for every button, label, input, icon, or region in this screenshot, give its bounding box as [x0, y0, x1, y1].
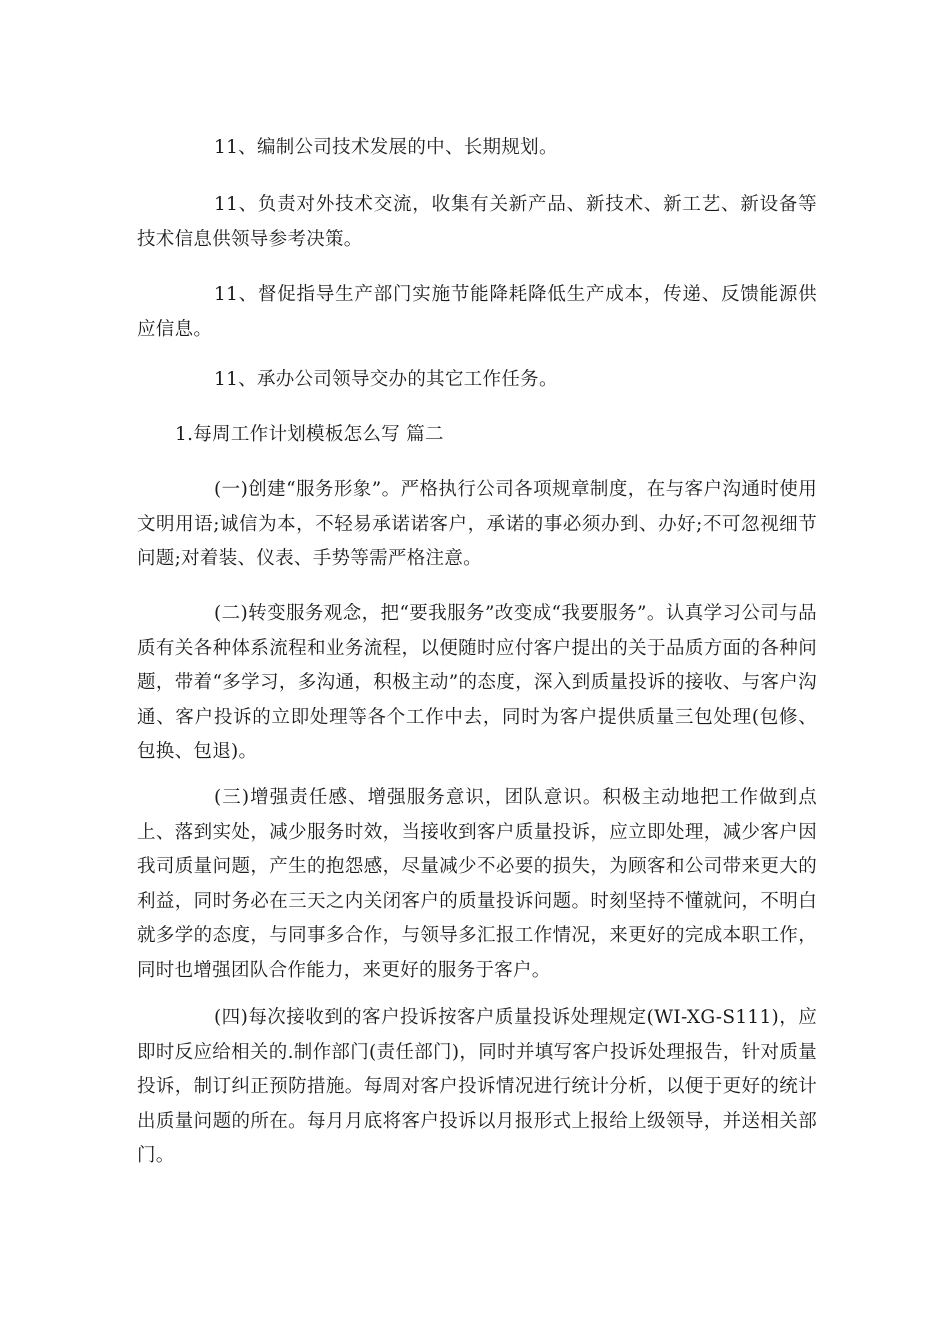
paragraph-duty-energy: 11、督促指导生产部门实施节能降耗降低生产成本，传递、反馈能源供应信息。: [137, 284, 817, 340]
paragraph-duty-other: 11、承办公司领导交办的其它工作任务。: [214, 369, 558, 390]
paragraph-duty-exchange: 11、负责对外技术交流，收集有关新产品、新技术、新工艺、新设备等技术信息供领导参考决策。: [137, 194, 817, 250]
paragraph-service-concept: (二)转变服务观念，把“要我服务”改变成“我要服务”。认真学习公司与品质有关各种体系流程和业务流程，以便随时应付客户提出的关于品质方面的各种问题，带着“多学习，多沟通，积极主动”的态度，深入到质量投诉的接收、与客户沟通、客户投诉的立即处理等各个工作中去，同时为客户提供质量三包处理(包修、包换、包退)。: [137, 603, 817, 762]
paragraph-complaint-handling: (四)每次接收到的客户投诉按客户质量投诉处理规定(WI-XG-S111)，应即时反应给相关的.制作部门(责任部门)，同时并填写客户投诉处理报告，针对质量投诉，制订纠正预防措施。每周对客户投诉情况进行统计分析，以便于更好的统计出质量问题的所在。每月月底将客户投诉以月报形式上报给上级领导，并送相关部门。: [137, 1007, 817, 1166]
section-heading: 1.每周工作计划模板怎么写 篇二: [175, 424, 444, 445]
paragraph-duty-planning: 11、编制公司技术发展的中、长期规划。: [214, 137, 558, 158]
paragraph-responsibility: (三)增强责任感、增强服务意识，团队意识。积极主动地把工作做到点上、落到实处，减少服务时效，当接收到客户质量投诉，应立即处理，减少客户因我司质量问题，产生的抱怨感，尽量减少不必要的损失，为顾客和公司带来更大的利益，同时务必在三天之内关闭客户的质量投诉问题。时刻坚持不懂就问，不明白就多学的态度，与同事多合作，与领导多汇报工作情况，来更好的完成本职工作，同时也增强团队合作能力，来更好的服务于客户。: [137, 787, 817, 981]
paragraph-service-image: (一)创建“服务形象”。严格执行公司各项规章制度，在与客户沟通时使用文明用语;诚信为本，不轻易承诺诺客户，承诺的事必须办到、办好;不可忽视细节问题;对着装、仪表、手势等需严格注意。: [137, 479, 817, 569]
